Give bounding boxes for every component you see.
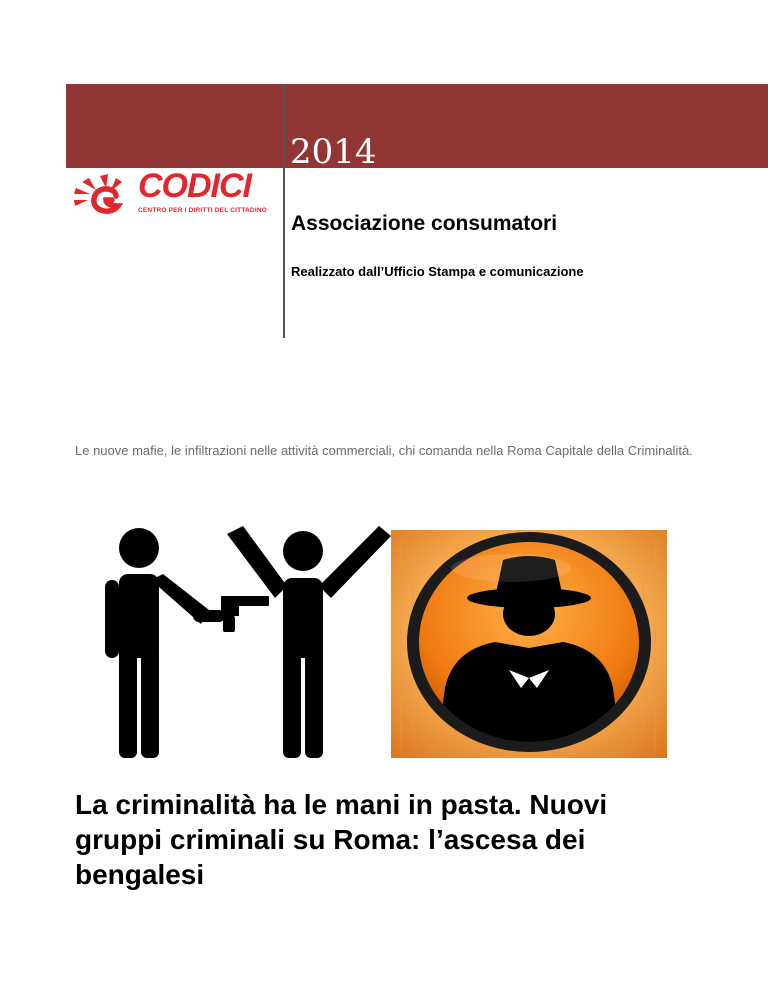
- spy-badge-image: [391, 530, 667, 758]
- sun-hand-icon: [72, 170, 138, 220]
- cover-title: La criminalità ha le mani in pasta. Nuovi gruppi criminali su Roma: l’ascesa dei bengalesi: [75, 789, 608, 890]
- organization-subtitle: Associazione consumatori: [291, 212, 558, 235]
- vertical-divider: [283, 84, 285, 338]
- codici-logo: [72, 167, 267, 220]
- robbery-pictogram-image: [97, 524, 393, 760]
- header-band: [66, 84, 768, 168]
- logo-wordmark: CODICI: [138, 167, 251, 205]
- logo-tagline: CENTRO PER I DIRITTI DEL CITTADINO: [138, 207, 267, 214]
- credit-line: Realizzato dall’Ufficio Stampa e comunicazione: [291, 264, 584, 279]
- summary-text: Le nuove mafie, le infiltrazioni nelle attività commerciali, chi comanda nella Roma Capitale della Criminalità.: [75, 443, 693, 458]
- cover-year: 2014: [290, 132, 377, 172]
